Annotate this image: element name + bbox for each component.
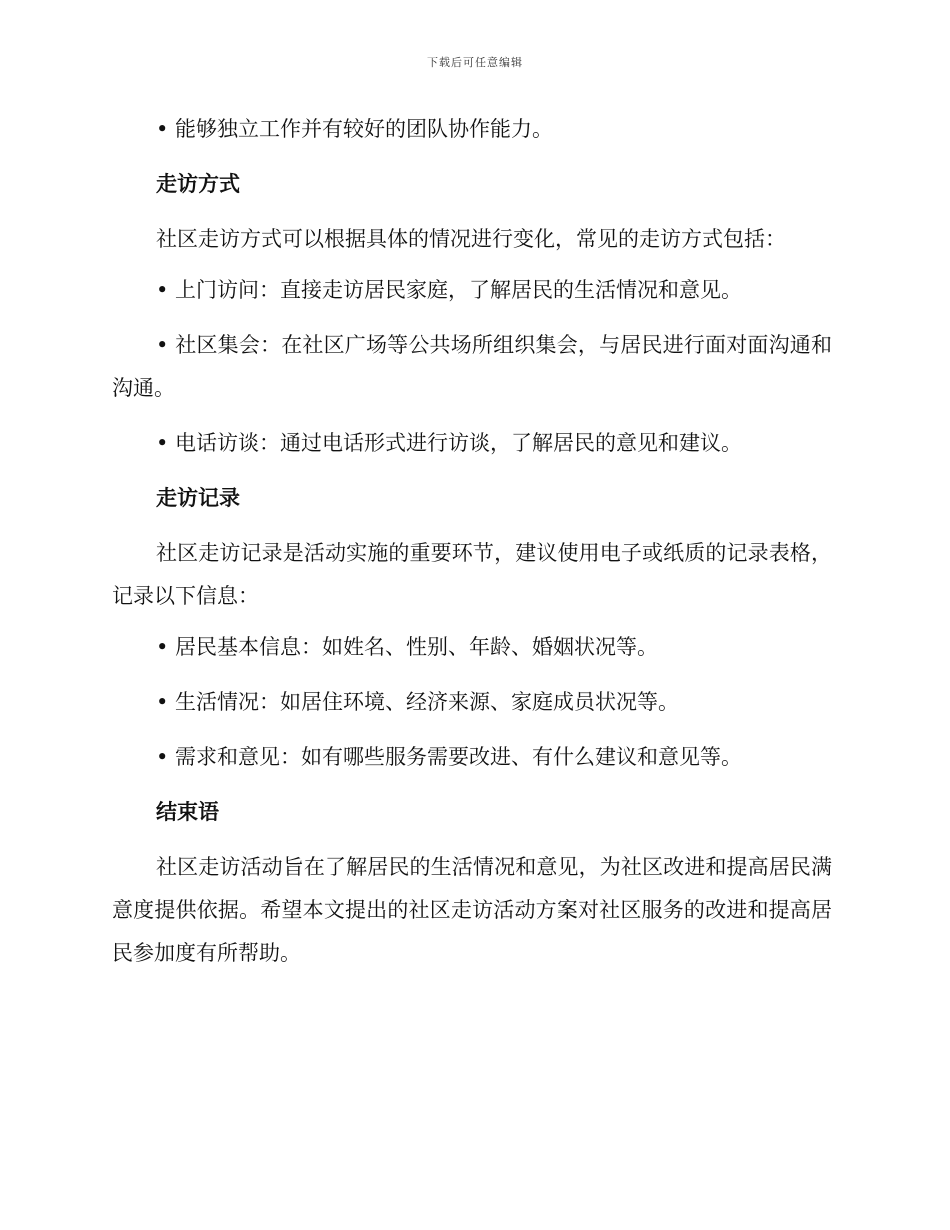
section-heading-conclusion: 结束语 bbox=[156, 800, 219, 824]
section-heading-visit-methods: 走访方式 bbox=[156, 172, 240, 196]
bullet-item-phone-interview: • 电话访谈：通过电话形式进行访谈，了解居民的意见和建议。 bbox=[156, 431, 743, 455]
section-heading-visit-records: 走访记录 bbox=[156, 486, 240, 510]
bullet-item-needs-opinions: • 需求和意见：如有哪些服务需要改进、有什么建议和意见等。 bbox=[156, 745, 743, 769]
paragraph-conclusion: 社区走访活动旨在了解居民的生活情况和意见，为社区改进和提高居民满意度提供依据。希望本文提出的社区走访活动方案对社区服务的改进和提高居民参加度有所帮助。 bbox=[112, 855, 832, 965]
bullet-item-living-conditions: • 生活情况：如居住环境、经济来源、家庭成员状况等。 bbox=[156, 690, 680, 714]
bullet-item-community-gathering: • 社区集会：在社区广场等公共场所组织集会，与居民进行面对面沟通和沟通。 bbox=[112, 333, 832, 400]
bullet-item-home-visit: • 上门访问：直接走访居民家庭，了解居民的生活情况和意见。 bbox=[156, 278, 743, 302]
paragraph-visit-records-intro: 社区走访记录是活动实施的重要环节，建议使用电子或纸质的记录表格，记录以下信息： bbox=[112, 541, 832, 608]
document-body bbox=[112, 108, 832, 997]
page-header: 下载后可任意编辑 bbox=[427, 56, 523, 69]
bullet-item-teamwork: • 能够独立工作并有较好的团队协作能力。 bbox=[156, 117, 554, 141]
bullet-item-basic-info: • 居民基本信息：如姓名、性别、年龄、婚姻状况等。 bbox=[156, 635, 659, 659]
paragraph-visit-methods-intro: 社区走访方式可以根据具体的情况进行变化，常见的走访方式包括： bbox=[156, 227, 786, 251]
